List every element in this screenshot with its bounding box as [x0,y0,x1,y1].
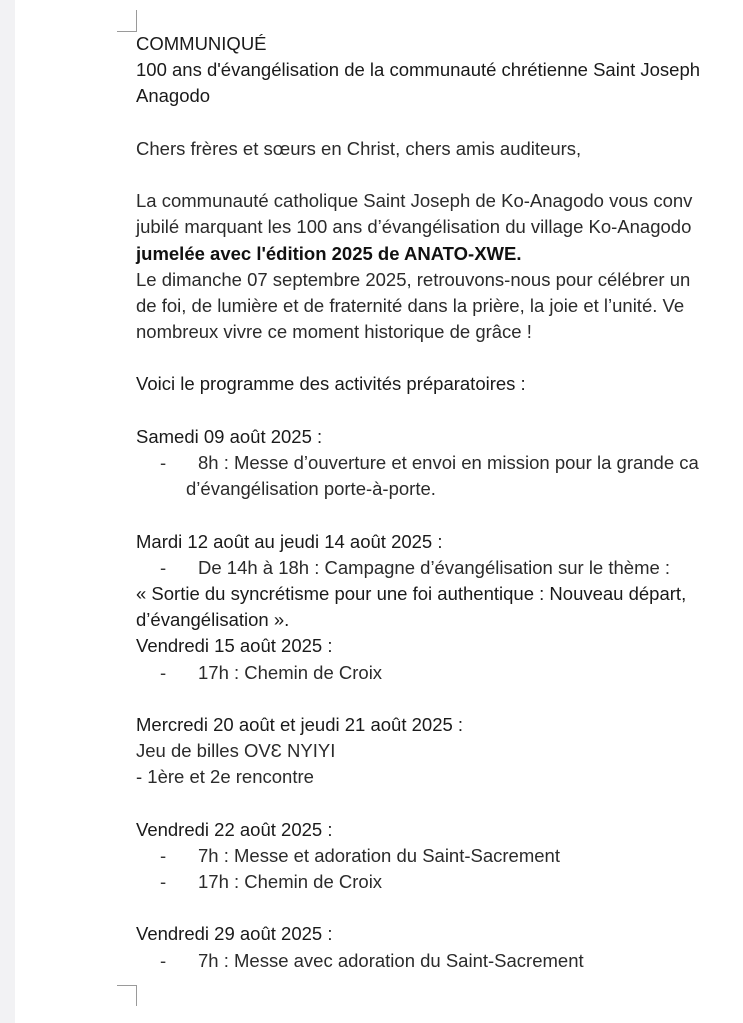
day5-item1 [136,843,743,869]
document-page [15,0,743,1023]
day5-item2 [136,869,743,895]
day2-item1-text: De 14h à 18h : Campagne d’évangélisation sur le thème : [198,556,671,578]
day6-item1 [136,948,743,974]
day4-line1: Jeu de billes OVƐ NYIYI [136,740,336,762]
intro-line3-bold: jumelée avec l'édition 2025 de ANATO-XWE. [136,242,522,264]
day2-item1 [136,555,743,581]
day3-date: Vendredi 15 août 2025 : [136,635,333,657]
page-corner-mark-bottom [117,985,137,1006]
day4-line2: - 1ère et 2e rencontre [136,766,314,788]
day1-item1 [136,450,743,476]
bullet-dash: - [160,949,167,971]
bullet-dash: - [160,556,167,578]
day1-item1-continuation: d’évangélisation porte-à-porte. [186,478,436,500]
communique-subtitle-line1: 100 ans d'évangélisation de la communauté chrétienne Saint Joseph [136,59,701,81]
day2-theme-line1: « Sortie du syncrétisme pour une foi authentique : Nouveau départ, [136,582,687,604]
intro-line5: de foi, de lumière et de fraternité dans la prière, la joie et l’unité. Ve [136,294,685,316]
document-body[interactable] [136,31,743,974]
communique-subtitle-line2: Anagodo [136,85,211,107]
bullet-dash: - [160,871,167,892]
day4-date: Mercredi 20 août et jeudi 21 août 2025 : [136,713,464,735]
day3-item1 [136,660,743,686]
day5-item1-text: 7h : Messe et adoration du Saint-Sacrement [198,844,560,866]
page-corner-mark-top [117,10,137,32]
day1-item1-text: 8h : Messe d’ouverture et envoi en mission pour la grande ca [198,452,699,473]
bullet-dash: - [160,844,167,866]
bullet-dash: - [160,661,167,683]
day3-item1-text: 17h : Chemin de Croix [198,661,383,683]
day2-theme-line2: d’évangélisation ». [136,609,290,631]
intro-line6: nombreux vivre ce moment historique de grâce ! [136,321,532,343]
intro-line2: jubilé marquant les 100 ans d’évangélisation du village Ko-Anagodo [136,216,692,238]
day6-date: Vendredi 29 août 2025 : [136,923,333,945]
intro-line4: Le dimanche 07 septembre 2025, retrouvons-nous pour célébrer un [136,268,691,290]
day2-date: Mardi 12 août au jeudi 14 août 2025 : [136,530,443,552]
communique-title: COMMUNIQUÉ [136,33,267,54]
day1-date: Samedi 09 août 2025 : [136,425,323,447]
bullet-dash: - [160,452,167,473]
day6-item1-text: 7h : Messe avec adoration du Saint-Sacrement [198,949,584,971]
day5-date: Vendredi 22 août 2025 : [136,818,333,840]
day5-item2-text: 17h : Chemin de Croix [198,871,383,892]
intro-line1: La communauté catholique Saint Joseph de Ko-Anagodo vous conv [136,190,693,212]
program-heading: Voici le programme des activités préparatoires : [136,373,526,395]
greeting: Chers frères et sœurs en Christ, chers amis auditeurs, [136,137,582,159]
